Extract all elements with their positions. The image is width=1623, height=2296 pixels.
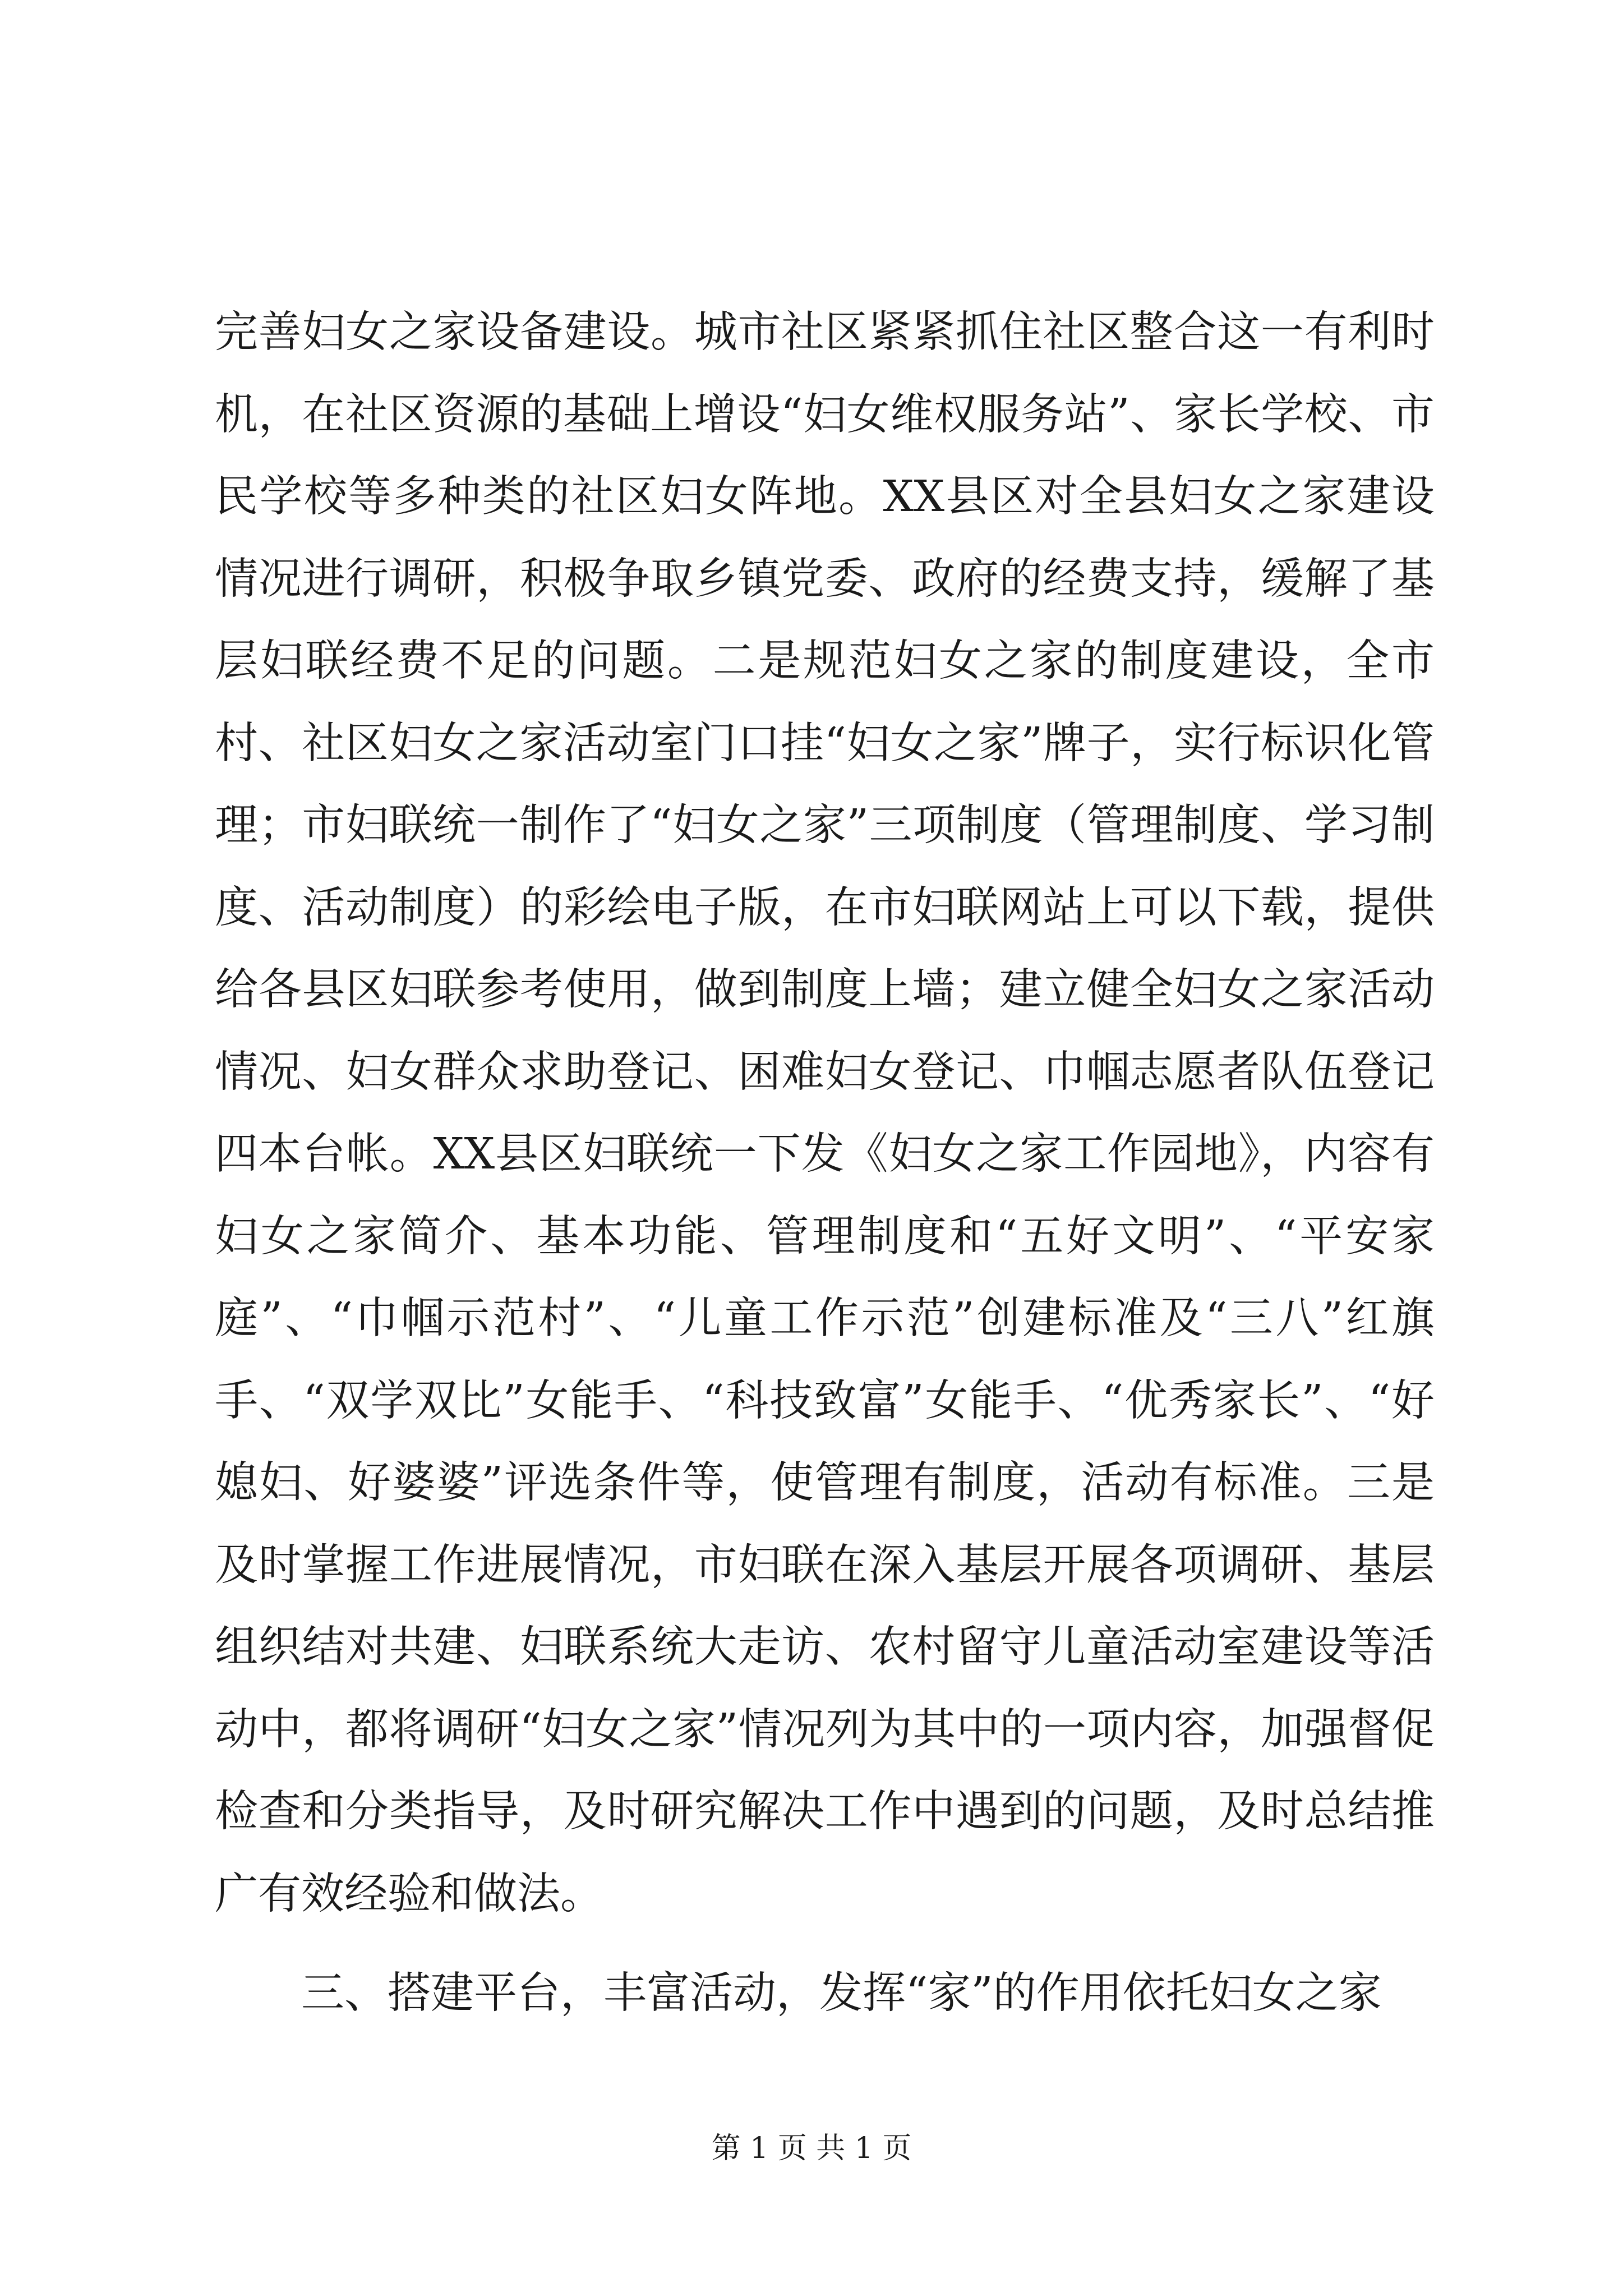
page-number-footer: 第 1 页 共 1 页 [711,2132,912,2165]
document-body [215,292,1435,2035]
paragraph-2: 三、搭建平台，丰富活动，发挥“家”的作用依托妇女之家 [301,1968,1382,2018]
paragraph-1: 完善妇女之家设备建设。城市社区紧紧抓住社区整合这一有利时机，在社区资源的基础上增设“妇女维权服务站”、家长学校、市民学校等多种类的社区妇女阵地。XX县区对全县妇女之家建设情况进行调研，积极争取乡镇党委、政府的经费支持，缓解了基层妇联经费不足的问题。二是规范妇女之家的制度建设，全市村、社区妇女之家活动室门口挂“妇女之家”牌子，实行标识化管理；市妇联统一制作了“妇女之家”三项制度（管理制度、学习制度、活动制度）的彩绘电子版，在市妇联网站上可以下载，提供给各县区妇联参考使用，做到制度上墙；建立健全妇女之家活动情况、妇女群众求助登记、困难妇女登记、巾帼志愿者队伍登记四本台帐。XX县区妇联统一下发《妇女之家工作园地》，内容有妇女之家简介、基本功能、管理制度和“五好文明”、“平安家庭”、“巾帼示范村”、“儿童工作示范”创建标准及“三八”红旗手、“双学双比”女能手、“科技致富”女能手、“优秀家长”、“好媳妇、好婆婆”评选条件等，使管理有制度，活动有标准。三是及时掌握工作进展情况，市妇联在深入基层开展各项调研、基层组织结对共建、妇联系统大走访、农村留守儿童活动室建设等活动中，都将调研“妇女之家”情况列为其中的一项内容，加强督促检查和分类指导，及时研究解决工作中遇到的问题，及时总结推广有效经验和做法。 [215,307,1435,1919]
